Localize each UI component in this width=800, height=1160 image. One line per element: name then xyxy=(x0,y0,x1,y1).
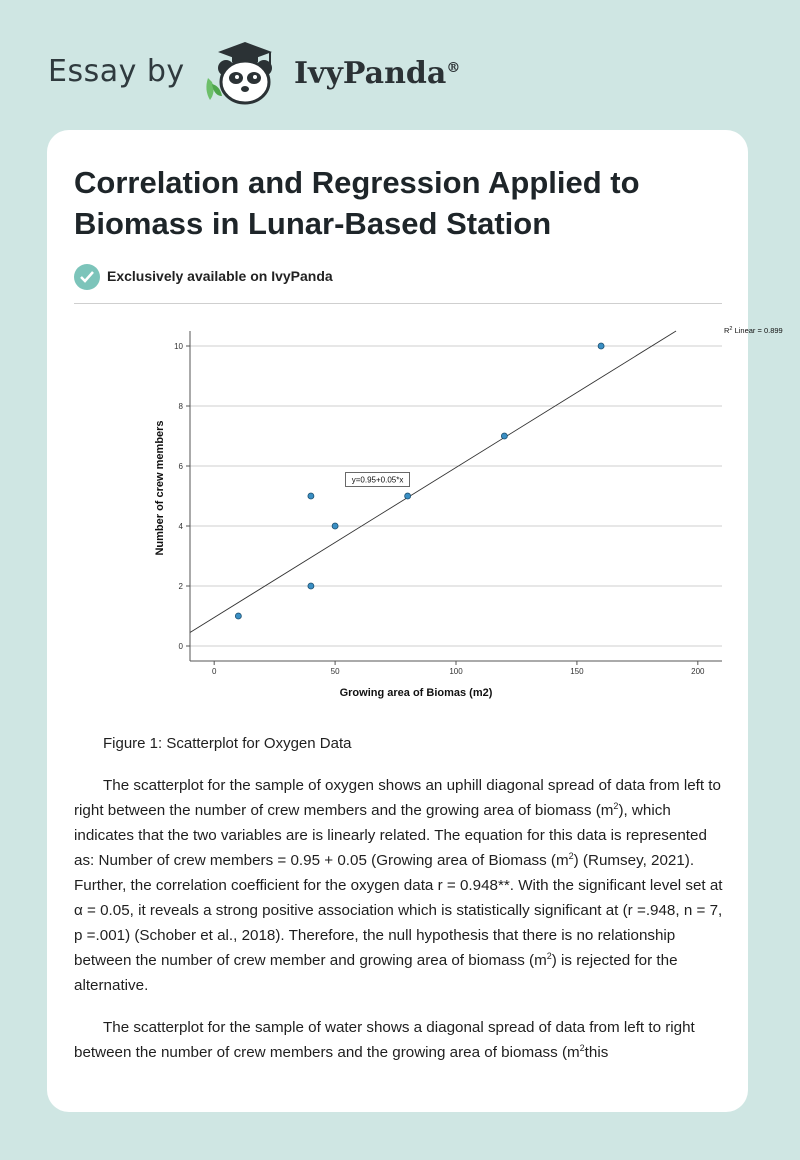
data-point xyxy=(405,493,411,499)
paragraph-2: The scatterplot for the sample of water shows a diagonal spread of data from left to right between the number of crew members and the growing area of biomass ($m^2this$ xyxy=(74,1019,695,1061)
site-header xyxy=(48,38,748,108)
check-icon xyxy=(74,264,100,290)
data-point xyxy=(308,583,314,589)
data-point xyxy=(332,523,338,529)
x-tick-label: 100 xyxy=(449,667,463,676)
x-tick-label: 200 xyxy=(691,667,705,676)
y-tick-label: 6 xyxy=(178,462,183,471)
regression-line xyxy=(190,331,676,633)
y-axis-label: Number of crew members xyxy=(154,420,166,556)
x-tick-label: 0 xyxy=(211,667,217,676)
article-title: Correlation and Regression Applied to Biomass in Lunar-Based Station xyxy=(74,165,640,241)
y-tick-label: 4 xyxy=(178,522,183,531)
essay-by-text: Essay by xyxy=(48,54,185,89)
paragraph-1: The scatterplot for the sample of oxygen shows an uphill diagonal spread of data from left to right between the number of crew members and the growing area of biomass $(m^2)$, which indicates that the two variables are is linearly related. The equation for this data is represented as: Number of crew members = 0.95 + 0.05 (Growing area of Biomass $(m^2)$ (Rumsey, 2021). Further, the correlation coefficient for the oxygen data r = 0.948**. With the significant level set at α = 0.05, it reveals a strong positive association which is statistically significant at (r =.948, n = 7, p =.001) (Schober et al., 2018). Therefore, the null hypothesis that there is no relationship between the number of crew member and growing area of biomass $(m^2)$ is rejected for the alternative. xyxy=(74,777,723,994)
equation-label: y=0.95+0.05*x xyxy=(351,475,404,485)
x-tick-label: 50 xyxy=(330,667,340,676)
y-tick-label: 10 xyxy=(174,342,183,351)
x-axis-label: Growing area of Biomas (m2) xyxy=(339,687,493,699)
exclusive-text: Exclusively available on IvyPanda xyxy=(107,268,333,284)
scatterplot-chart xyxy=(97,323,783,708)
data-point xyxy=(235,613,241,619)
figure-caption: Figure 1: Scatterplot for Oxygen Data xyxy=(103,735,352,752)
data-point xyxy=(598,343,604,349)
x-tick-label: 150 xyxy=(570,667,584,676)
r2-label: $R^2$ Linear = 0.899 xyxy=(724,326,783,335)
brand-name[interactable]: IvyPanda® xyxy=(294,56,461,91)
article-card xyxy=(47,130,783,1112)
y-tick-label: 8 xyxy=(178,402,183,411)
y-tick-label: 2 xyxy=(178,582,183,591)
data-point xyxy=(501,433,507,439)
panda-logo-icon[interactable] xyxy=(200,38,290,108)
divider xyxy=(74,303,722,304)
data-point xyxy=(308,493,314,499)
y-tick-label: 0 xyxy=(178,642,183,651)
